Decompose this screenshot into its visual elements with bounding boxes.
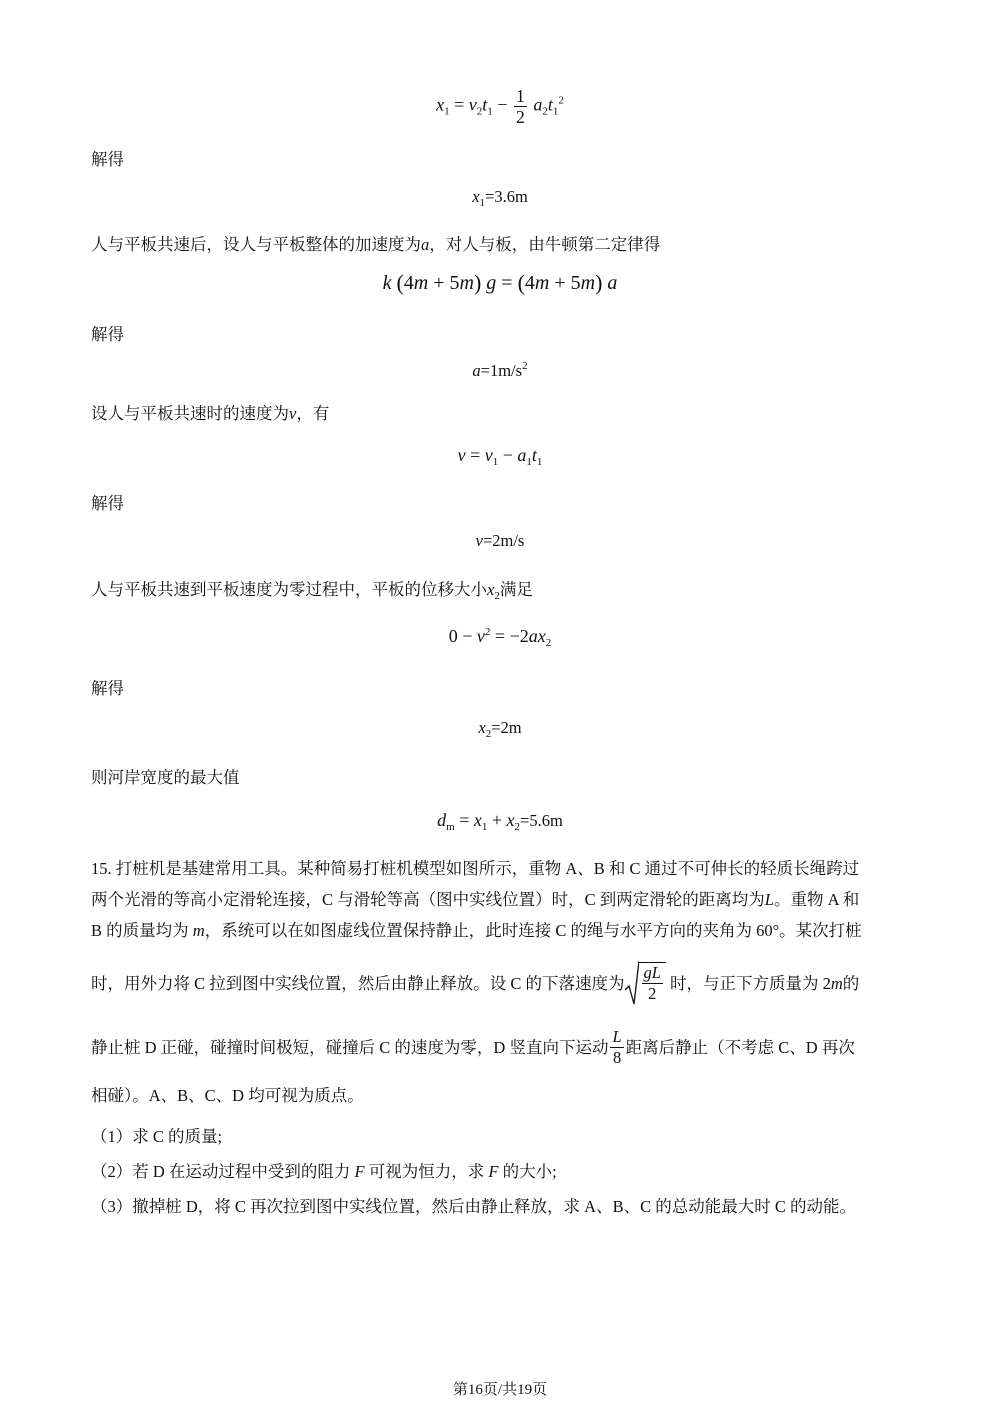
- equation-x2: $0 - v^2 = -2ax_2$: [448, 626, 552, 649]
- problem-15-line-1: 15. 打桩机是基建常用工具。某种简易打桩机模型如图所示，重物 A、B 和 C 通过不可伸长的轻质长绳跨过: [91, 859, 860, 878]
- equation-dm: $d_m = x_1 + x_2=5.6m$: [437, 810, 563, 833]
- solve-label-3: 解得: [91, 494, 124, 513]
- equation-x1: $x_1 = v_2t_1$ − $\frac{1}{2}$ $a_2t_1^2$: [436, 86, 564, 127]
- problem-15-line-3: B 的质量均为 m，系统可以在如图虚线位置保持静止，此时连接 C 的绳与水平方向的夹角为 60°。某次打桩: [91, 921, 862, 940]
- equation-newton: k (4m + 5m) g = (4m + 5m) a: [382, 270, 618, 295]
- paragraph-v-text: 设人与平板共速时的速度为: [91, 404, 289, 423]
- question-2c: 的大小;: [502, 1162, 557, 1181]
- equation-x1-value: $x_1=3.6m$: [472, 187, 528, 209]
- v-value: =2m/s: [482, 531, 525, 550]
- problem-15-line-6: 相碰）。A、B、C、D 均可视为质点。: [91, 1086, 364, 1105]
- problem-15-line-4: 时，用外力将 C 拉到图中实线位置，然后由静止释放。设 C 的下落速度为 $\frac{gL}{2}$ 时，与正下方质量为 2 m 的: [91, 953, 911, 1013]
- paragraph-v-tail: ，有: [296, 404, 330, 423]
- equation-x2-value: $x_2=2m$: [478, 718, 522, 740]
- problem-15-line-5b: 距离后静止（不考虑 C、D 再次: [625, 1037, 855, 1057]
- paragraph-cospeed-text: 人与平板共速后，设人与平板整体的加速度为: [91, 235, 421, 254]
- paragraph-x2: 人与平板共速到平板速度为零过程中，平板的位移大小$x_2$满足: [91, 580, 533, 602]
- equation-v-value: v=2m/s: [475, 531, 525, 550]
- dm-value: =5.6m: [520, 811, 563, 830]
- solve-label-1: 解得: [91, 150, 124, 169]
- problem-15-line-5a: 静止桩 D 正碰，碰撞时间极短，碰撞后 C 的速度为零，D 竖直向下运动: [91, 1037, 609, 1057]
- question-2a: （2）若 D 在运动过程中受到的阻力: [91, 1162, 351, 1181]
- problem-15-line-2: 两个光滑的等高小定滑轮连接，C 与滑轮等高（图中实线位置）时，C 到两定滑轮的距离均为L。重物 A 和: [91, 890, 860, 909]
- problem-15-line-3b: ，系统可以在如图虚线位置保持静止，此时连接 C 的绳与水平方向的夹角为 60°。某次打桩: [204, 921, 862, 940]
- problem-15: [91, 852, 911, 1223]
- question-2: （2）若 D 在运动过程中受到的阻力 F 可视为恒力，求 F 的大小;: [91, 1162, 557, 1181]
- problem-15-line-4c: 的: [842, 973, 860, 993]
- fraction-L-over-8: $\frac{L}{8}$: [612, 1026, 622, 1067]
- problem-15-line-4a: 时，用外力将 C 拉到图中实线位置，然后由静止释放。设 C 的下落速度为: [91, 973, 625, 993]
- paragraph-cospeed: 人与平板共速后，设人与平板整体的加速度为a，对人与板，由牛顿第二定律得: [91, 235, 661, 254]
- question-1: （1）求 C 的质量;: [91, 1127, 223, 1146]
- problem-15-line-2b: 。重物 A 和: [773, 890, 860, 909]
- page-footer: 第16页/共19页: [452, 1382, 548, 1398]
- problem-15-line-5: [91, 1017, 911, 1077]
- x1-value: =3.6m: [485, 187, 528, 206]
- x2-value: =2m: [491, 718, 522, 737]
- question-3: （3）撤掉桩 D，将 C 再次拉到图中实线位置，然后由静止释放，求 A、B、C 的总动能最大时 C 的动能。: [91, 1197, 856, 1216]
- solve-label-2: 解得: [91, 325, 124, 344]
- a-value: =1m/s: [480, 361, 523, 380]
- paragraph-cospeed-tail: ，对人与板，由牛顿第二定律得: [429, 235, 661, 254]
- paragraph-v: 设人与平板共速时的速度为v，有: [91, 404, 330, 423]
- sqrt-sign-icon: [625, 960, 639, 1006]
- paragraph-x2-text: 人与平板共速到平板速度为零过程中，平板的位移大小: [91, 580, 487, 599]
- question-2b: 可视为恒力，求: [368, 1162, 485, 1181]
- problem-15-line-2a: 两个光滑的等高小定滑轮连接，C 与滑轮等高（图中实线位置）时，C 到两定滑轮的距离均为: [91, 890, 765, 909]
- solve-label-4: 解得: [91, 679, 124, 698]
- paragraph-dmax: 则河岸宽度的最大值: [91, 768, 240, 787]
- equation-v: $v = v_1 - a_1t_1$: [457, 445, 543, 468]
- problem-15-line-4b: 时，与正下方质量为 2: [669, 973, 831, 993]
- equation-a-value: $a=1m/s^2$: [472, 360, 528, 380]
- paragraph-x2-tail: 满足: [499, 580, 533, 599]
- sqrt-expression: $\frac{gL}{2}$: [625, 962, 666, 1004]
- problem-15-line-3a: B 的质量均为: [91, 921, 189, 940]
